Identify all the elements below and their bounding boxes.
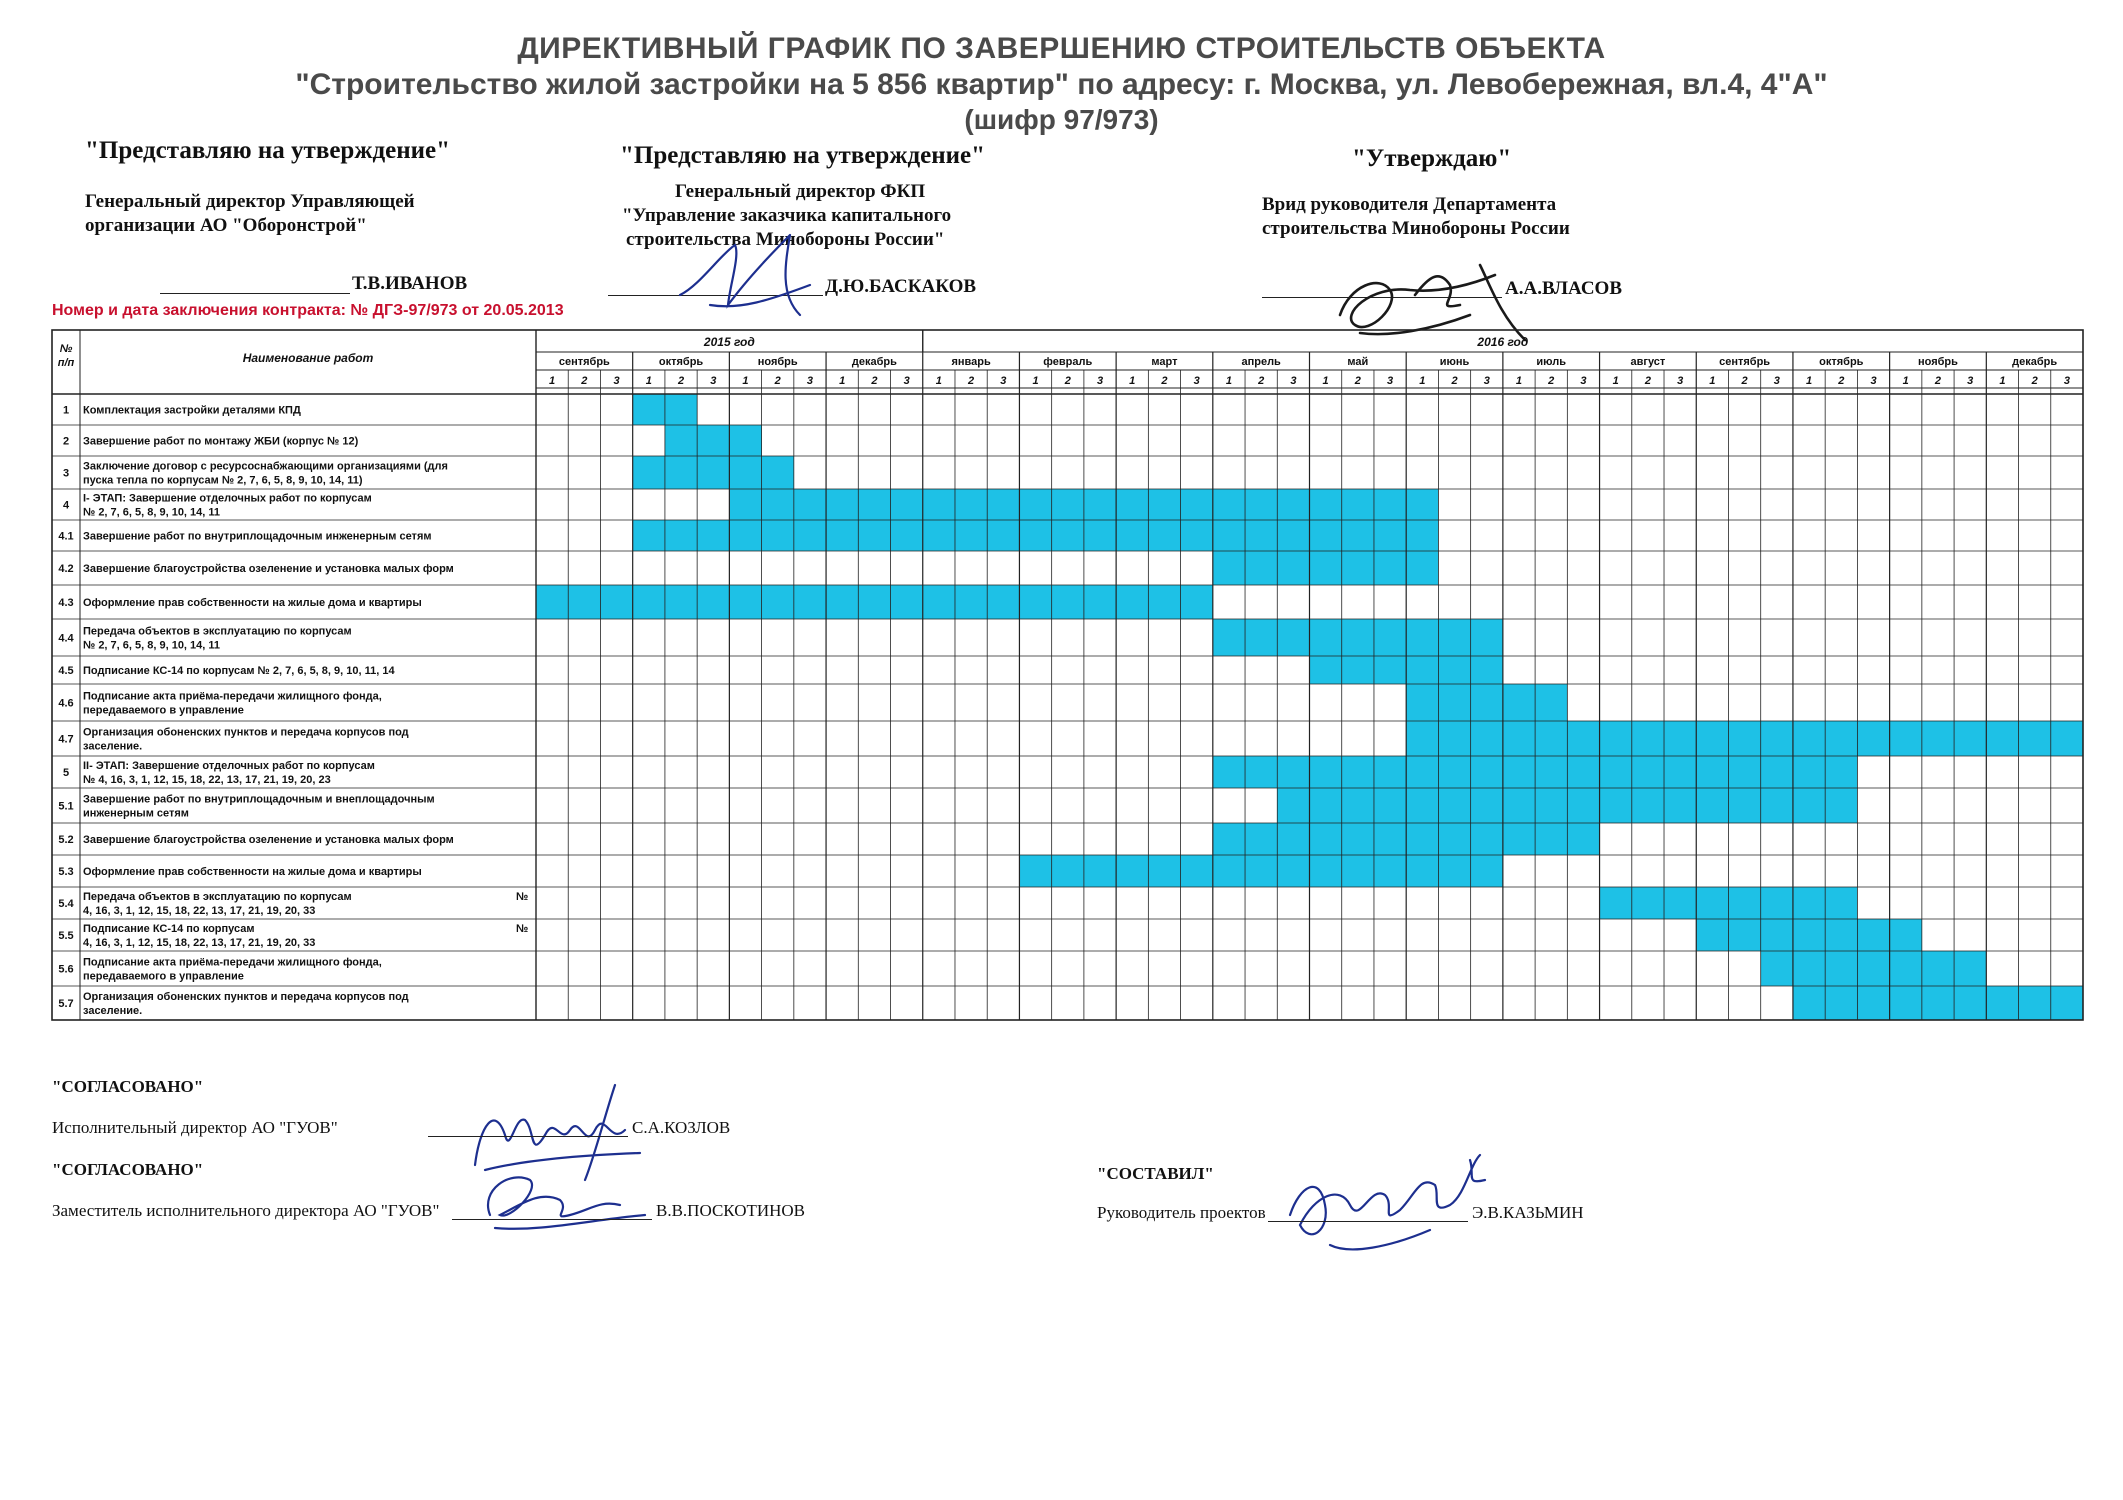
composed-name: Э.В.КАЗЬМИН bbox=[1472, 1203, 1584, 1222]
row-suffix: № bbox=[516, 891, 529, 903]
header-decade: 1 bbox=[742, 375, 749, 387]
approval-right-label: "Утверждаю" bbox=[1352, 145, 1512, 172]
header-decade: 2 bbox=[1934, 375, 1942, 387]
header-month: июнь bbox=[1439, 356, 1470, 368]
header-decade: 2 bbox=[1451, 375, 1458, 387]
header-month: март bbox=[1151, 356, 1178, 368]
header-month: январь bbox=[951, 356, 991, 368]
row-work-name: Подписание акта приёма-передачи жилищного фонда, bbox=[83, 690, 382, 703]
approval-mid-name: Д.Ю.БАСКАКОВ bbox=[825, 276, 977, 297]
row-work-name: Завершение работ по внутриплощадочным инженерным сетям bbox=[83, 530, 432, 543]
row-number: 5 bbox=[62, 767, 70, 779]
header-month: октябрь bbox=[658, 356, 704, 368]
header-decade: 2 bbox=[1548, 375, 1555, 387]
header-decade: 1 bbox=[1902, 375, 1909, 387]
agreed2-label: "СОГЛАСОВАНО" bbox=[52, 1160, 204, 1179]
header-decade: 3 bbox=[1193, 375, 1200, 387]
row-number: 5.7 bbox=[58, 998, 74, 1010]
row-work-name: Подписание акта приёма-передачи жилищного фонда, bbox=[83, 956, 382, 969]
header-decade: 1 bbox=[1225, 375, 1232, 387]
header-month: октябрь bbox=[1819, 356, 1864, 368]
approval-right-position-1: Врид руководителя Департамента bbox=[1262, 194, 1557, 215]
header-decade: 2 bbox=[1064, 375, 1071, 387]
header-decade: 3 bbox=[1483, 375, 1490, 387]
header-decade: 2 bbox=[1161, 375, 1168, 387]
agreed2-name: В.В.ПОСКОТИНОВ bbox=[656, 1201, 806, 1220]
row-work-name: № 2, 7, 6, 5, 8, 9, 10, 14, 11 bbox=[83, 639, 221, 652]
header-decade: 2 bbox=[1644, 375, 1651, 387]
header-month: декабрь bbox=[2012, 356, 2058, 368]
object-title: "Строительство жилой застройки на 5 856 квартир" по адресу: г. Москва, ул. Левобережная, вл.4, 4"А" bbox=[295, 68, 1828, 101]
approval-mid-position-3: строительства Минобороны России" bbox=[626, 229, 945, 250]
header-month: ноябрь bbox=[757, 356, 798, 368]
agreed2-position: Заместитель исполнительного директора АО "ГУОВ" bbox=[52, 1201, 440, 1220]
row-work-name: Комплектация застройки деталями КПД bbox=[83, 404, 301, 417]
header-decade: 1 bbox=[1322, 375, 1329, 387]
row-number: 5.4 bbox=[58, 898, 74, 910]
row-number: 5.6 bbox=[58, 963, 74, 976]
row-number: 5.5 bbox=[58, 930, 74, 942]
header-decade: 2 bbox=[677, 375, 685, 387]
gantt-bar bbox=[536, 585, 1213, 619]
header-decade: 3 bbox=[806, 375, 814, 387]
row-work-name: передаваемого в управление bbox=[83, 704, 244, 717]
row-number: 5.2 bbox=[58, 834, 74, 846]
gantt-bar bbox=[1793, 986, 2083, 1020]
row-work-name: II- ЭТАП: Завершение отделочных работ по корпусам bbox=[83, 760, 375, 772]
row-work-name: Подписание КС-14 по корпусам № 2, 7, 6, 5, 8, 9, 10, 11, 14 bbox=[83, 665, 395, 677]
header-year: 2015 год bbox=[703, 335, 755, 349]
header-decade: 2 bbox=[2031, 375, 2038, 387]
header-no: п/п bbox=[57, 357, 75, 369]
approval-right-name: А.А.ВЛАСОВ bbox=[1505, 278, 1622, 299]
row-work-name: Организация обоненских пунктов и передача корпусов под bbox=[83, 726, 409, 739]
agreed1-signature-line bbox=[428, 1136, 628, 1137]
agreed1-label: "СОГЛАСОВАНО" bbox=[52, 1077, 204, 1096]
gantt-bar bbox=[665, 425, 762, 456]
row-number: 5.3 bbox=[58, 866, 74, 878]
row-number: 4.7 bbox=[58, 733, 74, 746]
row-work-name: Организация обоненских пунктов и передача корпусов под bbox=[83, 991, 409, 1003]
header-decade: 2 bbox=[1741, 375, 1748, 387]
row-work-name: Передача объектов в эксплуатацию по корпусам bbox=[83, 625, 352, 638]
header-no: № bbox=[59, 343, 73, 355]
header-decade: 1 bbox=[935, 375, 942, 387]
approval-left-label: "Представляю на утверждение" bbox=[85, 137, 450, 164]
row-work-name: Передача объектов в эксплуатацию по корпусам bbox=[83, 891, 352, 903]
header-month: май bbox=[1347, 356, 1369, 368]
header-decade: 3 bbox=[1677, 375, 1684, 387]
header-decade: 2 bbox=[1258, 375, 1265, 387]
composed-signature-line bbox=[1268, 1221, 1468, 1222]
row-number: 4.6 bbox=[58, 697, 74, 710]
header-decade: 1 bbox=[1515, 375, 1523, 387]
row-work-name: 4, 16, 3, 1, 12, 15, 18, 22, 13, 17, 21, 19, 20, 33 bbox=[83, 937, 316, 949]
row-number: 4.2 bbox=[58, 563, 74, 575]
approval-left-name: Т.В.ИВАНОВ bbox=[352, 273, 468, 294]
header-decade: 3 bbox=[1967, 375, 1974, 387]
row-number: 2 bbox=[62, 435, 70, 448]
header-month: сентябрь bbox=[558, 356, 610, 368]
gantt-bar bbox=[633, 520, 1439, 551]
row-work-name: Заключение договор с ресурсоснабжающими организациями (для bbox=[83, 460, 448, 473]
header-decade: 1 bbox=[1709, 375, 1716, 387]
header-month: сентябрь bbox=[1719, 356, 1771, 368]
header-decade: 1 bbox=[645, 375, 652, 387]
header-decade: 3 bbox=[710, 375, 717, 387]
row-number: 4 bbox=[62, 499, 70, 512]
header-decade: 1 bbox=[549, 375, 556, 387]
header-decade: 3 bbox=[2063, 375, 2070, 387]
gantt-bar bbox=[1406, 721, 2083, 756]
header-decade: 1 bbox=[1805, 375, 1813, 387]
row-number: 5.1 bbox=[58, 800, 74, 813]
contract-number: Номер и дата заключения контракта: № ДГЗ-97/973 от 20.05.2013 bbox=[52, 302, 564, 319]
header-decade: 3 bbox=[1387, 375, 1394, 387]
composed-label: "СОСТАВИЛ" bbox=[1097, 1164, 1214, 1183]
header-decade: 1 bbox=[1032, 375, 1039, 387]
row-work-name: заселение. bbox=[83, 1005, 143, 1017]
header-month: декабрь bbox=[851, 356, 897, 368]
header-month: июль bbox=[1536, 356, 1567, 368]
header-decade: 1 bbox=[1999, 375, 2006, 387]
gantt-bar bbox=[1696, 919, 1922, 951]
header-decade: 1 bbox=[1129, 375, 1136, 387]
gantt-bar bbox=[1406, 684, 1567, 721]
gantt-bar bbox=[1761, 951, 1987, 986]
header-decade: 3 bbox=[1773, 375, 1780, 387]
composed-position: Руководитель проектов bbox=[1097, 1203, 1266, 1222]
row-work-name: Оформление прав собственности на жилые дома и квартиры bbox=[83, 597, 422, 609]
header-decade: 2 bbox=[871, 375, 878, 387]
row-work-name: Завершение благоустройства озеленение и установка малых форм bbox=[83, 834, 454, 846]
header-month: февраль bbox=[1043, 356, 1093, 368]
row-work-name: № 2, 7, 6, 5, 8, 9, 10, 14, 11 bbox=[83, 506, 221, 519]
header-decade: 2 bbox=[774, 375, 781, 387]
approval-right-position-2: строительства Минобороны России bbox=[1262, 218, 1570, 239]
header-year: 2016 год bbox=[1477, 335, 1529, 349]
row-work-name: Подписание КС-14 по корпусам bbox=[83, 923, 255, 935]
approval-left-position-1: Генеральный директор Управляющей bbox=[85, 191, 415, 212]
header-decade: 2 bbox=[1354, 375, 1361, 387]
row-number: 3 bbox=[62, 467, 70, 480]
row-work-name: Завершение работ по внутриплощадочным и внеплощадочным bbox=[83, 793, 435, 806]
approval-mid-position-1: Генеральный директор ФКП bbox=[675, 181, 926, 202]
row-work-name: Оформление прав собственности на жилые дома и квартиры bbox=[83, 866, 422, 878]
agreed1-position: Исполнительный директор АО "ГУОВ" bbox=[52, 1118, 338, 1137]
row-work-name: 4, 16, 3, 1, 12, 15, 18, 22, 13, 17, 21, 19, 20, 33 bbox=[83, 905, 316, 917]
header-decade: 3 bbox=[1290, 375, 1297, 387]
row-number: 4.4 bbox=[58, 632, 74, 645]
row-work-name: пуска тепла по корпусам № 2, 7, 6, 5, 8, 9, 10, 14, 11) bbox=[83, 474, 363, 487]
project-code: (шифр 97/973) bbox=[964, 104, 1159, 135]
row-number: 4.1 bbox=[58, 530, 74, 543]
header-decade: 2 bbox=[968, 375, 975, 387]
row-work-name: Завершение работ по монтажу ЖБИ (корпус № 12) bbox=[83, 435, 359, 448]
header-decade: 3 bbox=[1096, 375, 1104, 387]
approval-mid-label: "Представляю на утверждение" bbox=[620, 142, 985, 169]
gantt-bar bbox=[1213, 619, 1503, 656]
header-decade: 3 bbox=[613, 375, 620, 387]
row-work-name: инженерным сетям bbox=[83, 807, 189, 820]
header-month: ноябрь bbox=[1918, 356, 1958, 368]
approval-left-position-2: организации АО "Оборонстрой" bbox=[85, 215, 367, 236]
gantt-bar bbox=[1019, 855, 1502, 887]
row-work-name: Завершение благоустройства озеленение и установка малых форм bbox=[83, 563, 454, 575]
row-number: 1 bbox=[62, 404, 70, 417]
header-month: август bbox=[1630, 356, 1666, 368]
gantt-bar bbox=[633, 456, 794, 489]
row-work-name: I- ЭТАП: Завершение отделочных работ по корпусам bbox=[83, 492, 372, 505]
header-decade: 1 bbox=[1612, 375, 1619, 387]
header-decade: 1 bbox=[1419, 375, 1426, 387]
row-suffix: № bbox=[516, 923, 529, 935]
agreed2-signature-line bbox=[452, 1219, 652, 1220]
document-title: ДИРЕКТИВНЫЙ ГРАФИК ПО ЗАВЕРШЕНИЮ СТРОИТЕЛЬСТВ ОБЪЕКТА bbox=[517, 32, 1606, 65]
row-number: 4.3 bbox=[58, 597, 74, 609]
row-work-name: заселение. bbox=[83, 740, 143, 753]
approval-mid-position-2: "Управление заказчика капитального bbox=[622, 205, 952, 226]
header-decade: 2 bbox=[581, 375, 588, 387]
header-month: апрель bbox=[1241, 356, 1281, 368]
header-decade: 3 bbox=[903, 375, 910, 387]
gantt-bar bbox=[1213, 551, 1439, 585]
agreed1-name: С.А.КОЗЛОВ bbox=[632, 1118, 731, 1137]
header-decade: 3 bbox=[1870, 375, 1877, 387]
row-work-name: передаваемого в управление bbox=[83, 970, 244, 983]
header-decade: 1 bbox=[839, 375, 846, 387]
row-work-name: № 4, 16, 3, 1, 12, 15, 18, 22, 13, 17, 21, 19, 20, 23 bbox=[83, 774, 331, 786]
row-number: 4.5 bbox=[58, 665, 74, 677]
header-work-name: Наименование работ bbox=[242, 351, 374, 365]
header-decade: 2 bbox=[1838, 375, 1845, 387]
header-decade: 3 bbox=[1000, 375, 1007, 387]
header-decade: 3 bbox=[1580, 375, 1587, 387]
